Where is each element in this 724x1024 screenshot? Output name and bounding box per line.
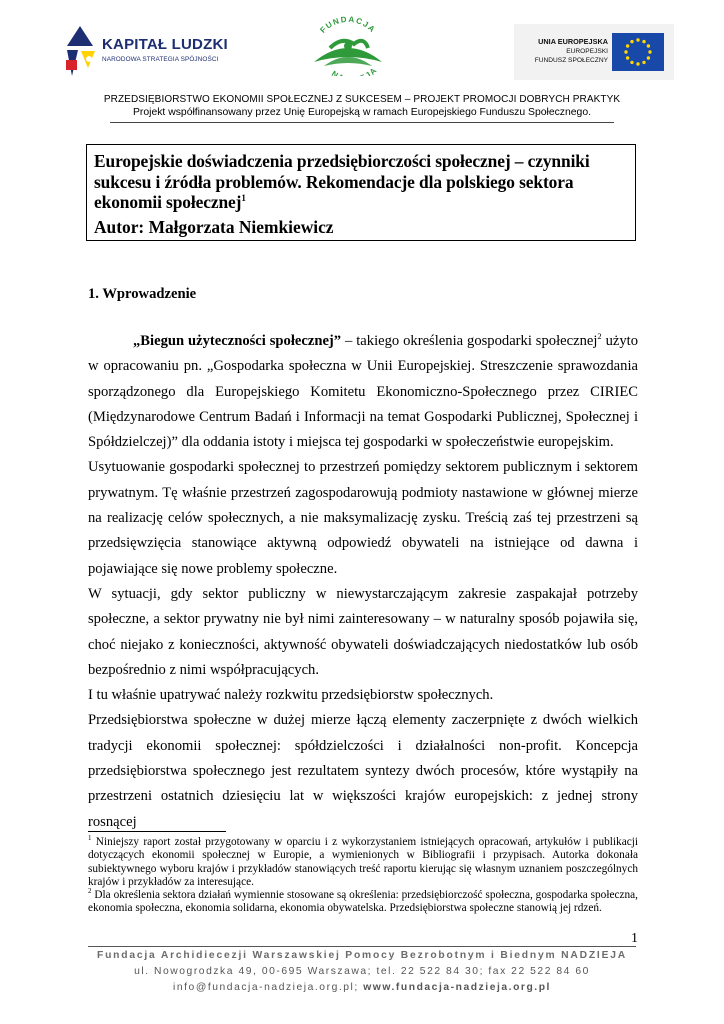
fundacja-nadzieja-logo	[302, 14, 394, 76]
fundacja-emblem-icon	[314, 41, 382, 66]
paragraph-5: Przedsiębiorstwa społeczne w dużej mierze łączą elementy zaczerpnięte z dwóch wielkich tradycji ekonomii społecznej: spółdzielczości i działalności non-profit. Koncepcja przedsiębiorstwa społecznego jest rezultatem syntezy dwóch procesów, które wystąpiły na przestrzeni ostatnich dziesięciu lat w większości krajów europejskich: z jednej strony rosnącej	[88, 712, 638, 830]
footer-org: Fundacja Archidiecezji Warszawskiej Pomocy Bezrobotnym i Biednym NADZIEJA	[96, 950, 628, 961]
body-text	[88, 329, 638, 835]
paragraph-1-bold: „Biegun użyteczności społecznej”	[133, 333, 342, 349]
footnote-1: $^1$ Niniejszy raport został przygotowany w oparciu i z wykorzystaniem istniejących opracowań, artykułów i publikacji dotyczących ekonomii społecznej w Europie, a wymienionych w Bibliografii i przypisach. Autorka dokonała subiektywnego wyboru krajów i przykładów stanowiących treść raportu kierując się własnym uznaniem poszczególnych krajów i przykładów za interesujące.	[88, 834, 638, 888]
footnote-divider	[88, 831, 226, 832]
page-number: 1	[631, 931, 638, 946]
funding-line: Projekt współfinansowany przez Unię Europejską w ramach Europejskiego Funduszu Społecznego.	[132, 107, 591, 118]
footer-address: ul. Nowogrodzka 49, 00-695 Warszawa; tel. 22 522 84 30; fax 22 522 84 60	[134, 966, 590, 977]
eu-logo	[514, 24, 674, 80]
title-box	[86, 144, 636, 241]
footer-divider	[88, 946, 636, 947]
eu-line-2: FUNDUSZ SPOŁECZNY	[534, 57, 608, 64]
footer-website[interactable]: www.fundacja-nadzieja.org.pl	[363, 982, 551, 993]
section-heading: 1. Wprowadzenie	[88, 286, 197, 302]
kapital-ludzki-title: KAPITAŁ LUDZKI	[102, 36, 228, 53]
kapital-ludzki-subtitle: NARODOWA STRATEGIA SPÓJNOŚCI	[102, 56, 219, 63]
document-author: Autor: Małgorzata Niemkiewicz	[94, 216, 334, 237]
paragraph-3: W sytuacji, gdy sektor publiczny w niewystarczającym zakresie zaspakajał potrzeby społeczne, a sektor prywatny nie był nimi zainteresowany – w naturalny sposób pojawiła się, choć niejako z konieczności, aktywność obywateli doświadczających niedostatków lub osób bezpośrednio z nimi współpracujących.	[88, 585, 638, 678]
footnotes	[88, 836, 638, 916]
document-title: Europejskie doświadczenia przedsiębiorczości społecznej – czynniki sukcesu i źródła problemów. Rekomendacje dla polskiego sektora ekonomii społecznej$^1$	[94, 151, 590, 212]
title-footnote-ref[interactable]: 1	[241, 193, 246, 204]
footnote-ref-2[interactable]: 2	[597, 331, 602, 342]
paragraph-2: Usytuowanie gospodarki społecznej to przestrzeń pomiędzy sektorem publicznym i sektorem prywatnym. Tę właśnie przestrzeń zagospodarowują podmioty nastawione w głównej mierze na realizację celów społecznych, a nie maksymalizację zysku. Treścią zaś tej przestrzeni są przedsięwzięcia stanowiące aktywną odpowiedź obywateli na istniejące od dawna i pojawiające się nowe problemy społeczne.	[88, 459, 638, 577]
footnote-2: $^2$ Dla określenia sektora działań wymiennie stosowane są określenia: przedsiębiorczość społeczna, gospodarka społeczna, ekonomia społeczna, ekonomia solidarna, ekonomia obywatelska. Przedsiębiorstwa społeczne stanowią jej rdzeń.	[88, 887, 638, 915]
footer-email[interactable]: info@fundacja-nadzieja.org.pl	[173, 982, 355, 993]
header-divider	[110, 122, 614, 123]
eu-line-1: EUROPEJSKI	[566, 48, 608, 55]
paragraph-4: I tu właśnie upatrywać należy rozkwitu przedsiębiorstw społecznych.	[88, 687, 494, 704]
footer-contact: info@fundacja-nadzieja.org.pl; www.fundacja-nadzieja.org.pl	[173, 982, 551, 993]
eu-flag-icon	[612, 33, 664, 71]
eu-title: UNIA EUROPEJSKA	[538, 37, 608, 46]
kapital-ludzki-logo	[62, 24, 262, 80]
paragraph-1: „Biegun użyteczności społecznej” – takiego określenia gospodarki społecznej$^2$ użyto w opracowaniu pn. „Gospodarka społeczna w Unii Europejskiej. Streszczenie sprawozdania sporządzonego dla Europejskiego Komitetu Ekonomiczno-Społecznego przez CIRIEC (Międzynarodowe Centrum Badań i Informacji na temat Gospodarki Publicznej, Społecznej i Spółdzielczej)” dla oddania istoty i miejsca tej gospodarki w społeczeństwie europejskim.	[88, 331, 639, 451]
fundacja-arc-bottom: N JA	[329, 65, 380, 76]
project-line: PRZEDSIĘBIORSTWO EKONOMII SPOŁECZNEJ Z SUKCESEM – PROJEKT PROMOCJI DOBRYCH PRAKTYK	[103, 94, 621, 105]
kapital-ludzki-emblem-icon	[62, 24, 98, 80]
fundacja-arc-top: FUNDACJA	[318, 14, 378, 35]
